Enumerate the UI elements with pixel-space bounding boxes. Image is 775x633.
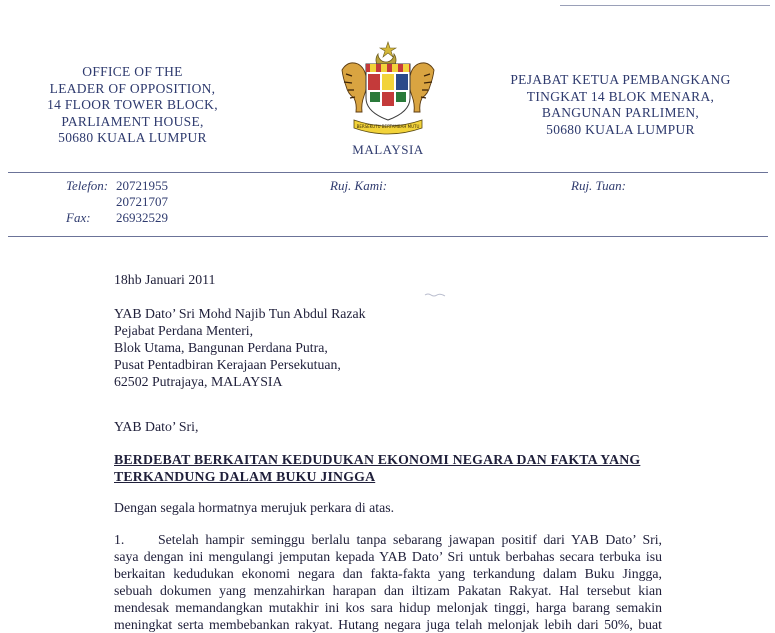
paragraph-line: saya dengan ini mengulangi jemputan kepada YAB Dato’ Sri untuk berbahas secara terbuka isu	[114, 549, 662, 564]
paragraph-line: sebuah dokumen yang menzahirkan harapan dan iltizam Pakatan Rakyat. Hal tersebut kian	[114, 583, 662, 598]
ruj-tuan-text: Ruj. Tuan:	[571, 178, 626, 193]
recipient-line: Pejabat Perdana Menteri,	[114, 323, 254, 338]
recipient-line: Pusat Pentadbiran Kerajaan Persekutuan,	[114, 357, 341, 372]
country-name: MALAYSIA	[352, 142, 424, 157]
telefon-number: 20721707	[116, 194, 168, 209]
telefon-label: Telefon:	[66, 178, 109, 193]
paragraph-line: mendesak memandangkan mutakhir ini kos sara hidup melonjak tinggi, harga barang semakin	[114, 600, 662, 615]
subject-line: BERDEBAT BERKAITAN KEDUDUKAN EKONOMI NEGARA DAN FAKTA YANG	[114, 452, 641, 467]
address-line: 50680 KUALA LUMPUR	[58, 130, 207, 145]
salutation: YAB Dato’ Sri,	[114, 419, 199, 434]
coat-of-arms-emblem	[334, 40, 442, 140]
letter-subject	[114, 451, 662, 485]
address-line: LEADER OF OPPOSITION,	[49, 80, 216, 96]
ruj-kami-label	[330, 178, 387, 194]
fax-number: 26932529	[116, 210, 168, 225]
header-divider-bottom	[8, 236, 768, 237]
opening-sentence: Dengan segala hormatnya merujuk perkara di atas.	[114, 500, 395, 515]
ruj-tuan-label	[571, 178, 626, 194]
address-line: TINGKAT 14 BLOK MENARA,	[526, 88, 715, 104]
scan-smudge-icon	[424, 292, 446, 298]
paragraph-line: meningkat serta membebankan rakyat. Hutang negara juga telah melonjak lebih dari 50%, buat	[114, 617, 662, 632]
recipient-line: 62502 Putrajaya, MALAYSIA	[114, 374, 283, 389]
letterhead-address-english	[0, 64, 265, 147]
address-line: BANGUNAN PARLIMEN,	[541, 105, 700, 120]
letterhead-address-malay	[498, 72, 743, 138]
address-line: PEJABAT KETUA PEMBANGKANG	[510, 72, 731, 87]
ruj-kami-text: Ruj. Kami:	[330, 178, 388, 193]
recipient-address	[114, 305, 366, 390]
subject-line: TERKANDUNG DALAM BUKU JINGGA	[114, 469, 376, 484]
address-line: OFFICE OF THE	[82, 64, 183, 79]
top-edge-rule	[560, 5, 770, 6]
recipient-line: YAB Dato’ Sri Mohd Najib Tun Abdul Razak	[114, 306, 366, 321]
paragraph-first-line: Setelah hampir seminggu berlalu tanpa sebarang jawapan positif dari YAB Dato’ Sri,	[158, 532, 662, 547]
crest-motto: BERSEKUTU BERTAMBAH MUTU	[356, 124, 420, 129]
paragraph-line: berkaitan kedudukan ekonomi negara dan fakta-fakta yang terkandung dalam Buku Jingga,	[114, 566, 662, 581]
paragraph-number: 1.	[114, 532, 125, 547]
contact-labels	[66, 178, 108, 226]
telefon-number: 20721955	[116, 178, 168, 193]
recipient-line: Blok Utama, Bangunan Perdana Putra,	[114, 340, 328, 355]
address-line: PARLIAMENT HOUSE,	[61, 113, 204, 129]
coat-of-arms-icon	[334, 40, 442, 140]
contact-numbers	[116, 178, 168, 226]
address-line: 14 FLOOR TOWER BLOCK,	[47, 97, 218, 112]
address-line: 50680 KUALA LUMPUR	[546, 121, 695, 137]
letter-date: 18hb Januari 2011	[114, 272, 216, 287]
header-divider-top	[8, 172, 768, 173]
fax-label: Fax:	[66, 210, 91, 225]
